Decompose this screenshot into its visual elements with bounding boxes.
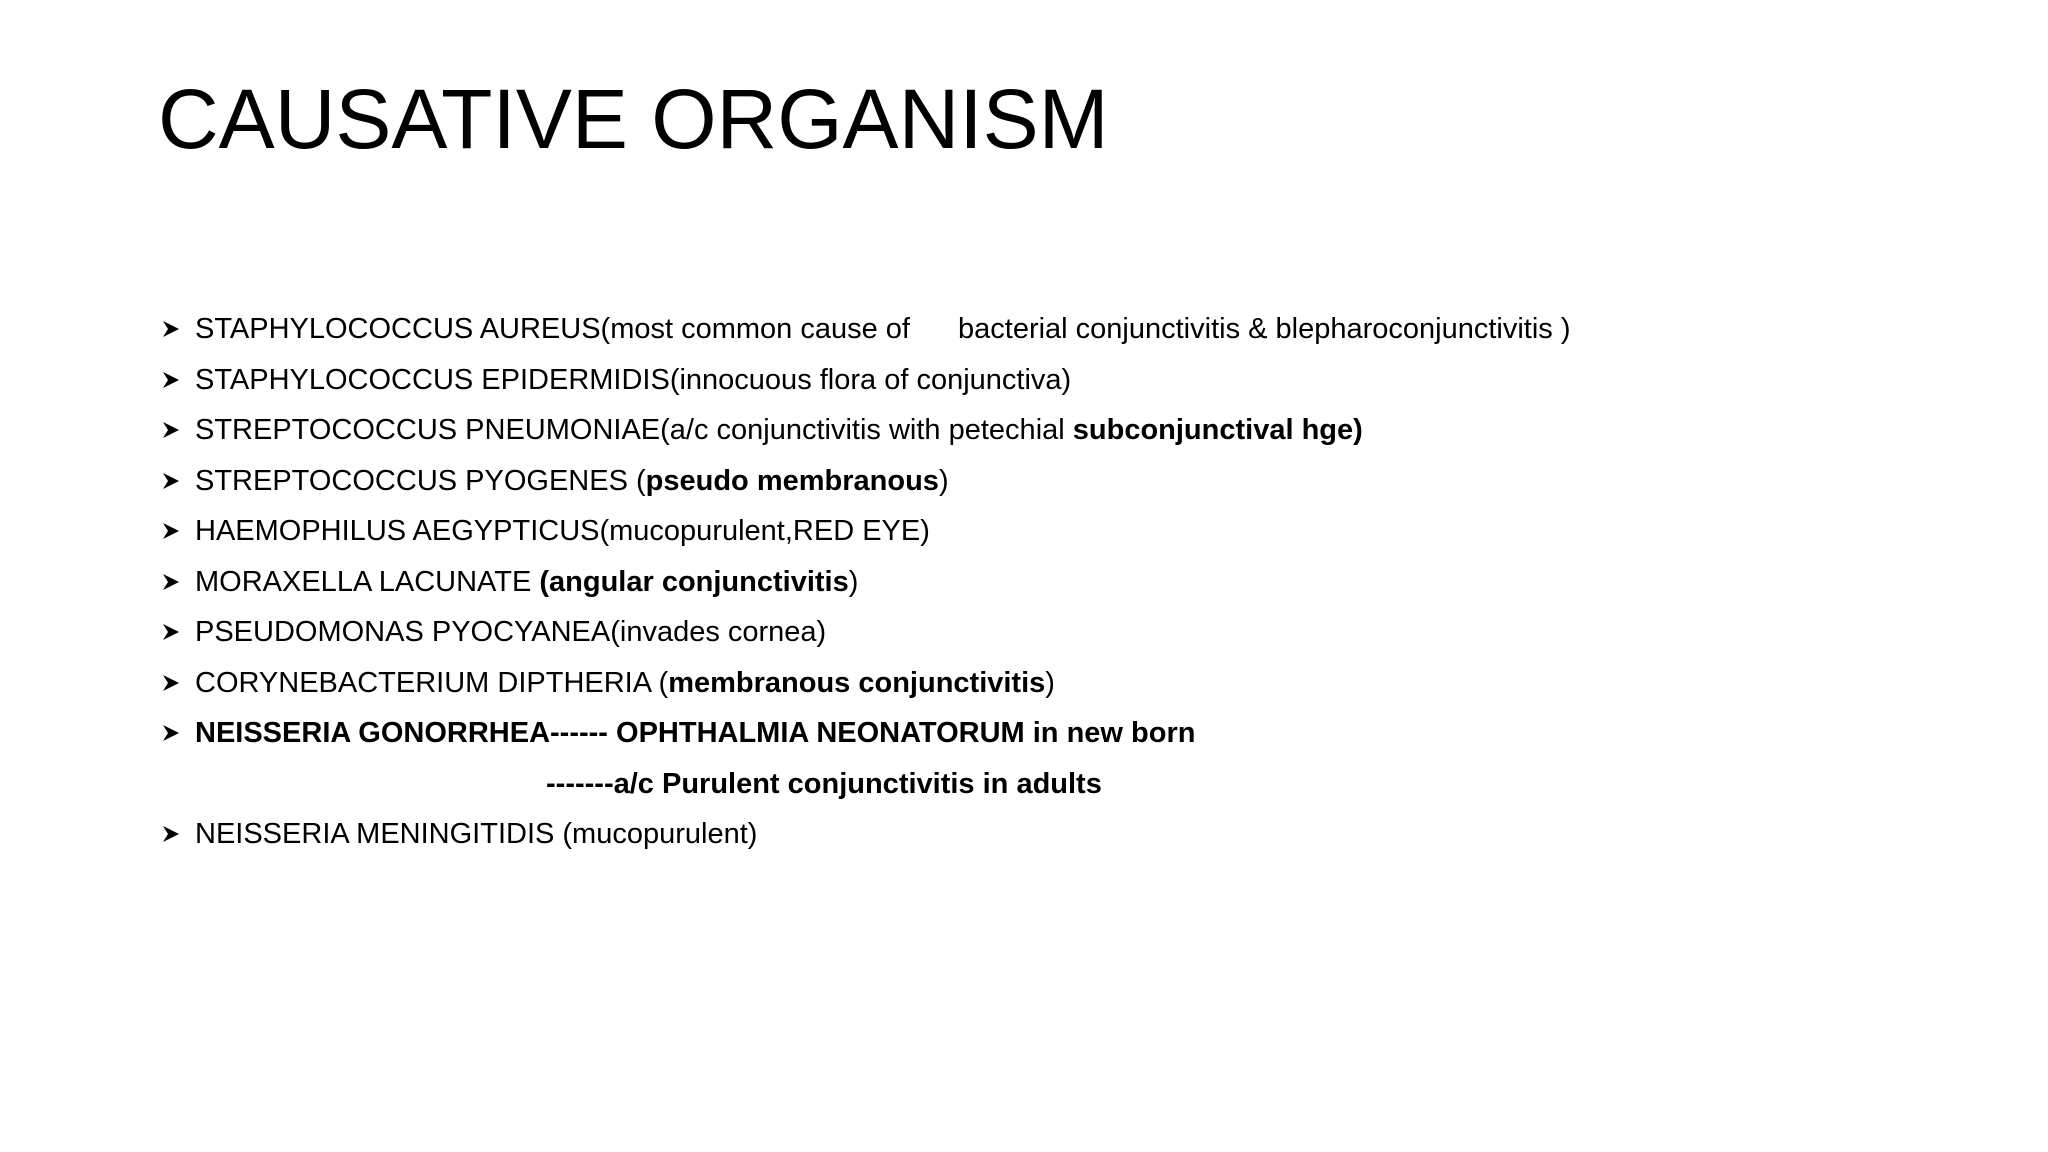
item-text-bold: membranous conjunctivitis	[668, 666, 1046, 699]
item-text-bold: NEISSERIA GONORRHEA------ OPHTHALMIA NEONATORUM in new born	[195, 717, 1196, 749]
item-text: PSEUDOMONAS PYOCYANEA(invades cornea)	[195, 616, 827, 648]
list-item-strep-pyogenes	[158, 456, 1571, 507]
item-text-continued: bacterial conjunctivitis & blepharoconjunctivitis )	[958, 313, 1571, 345]
list-item-moraxella	[158, 557, 1571, 608]
list-item-corynebacterium	[158, 658, 1571, 709]
list-item-staph-epidermidis	[158, 355, 1571, 406]
item-text: MORAXELLA LACUNATE	[195, 565, 540, 598]
item-text-end: )	[1045, 666, 1055, 699]
item-text-end: )	[848, 565, 859, 598]
arrowhead-bullet-icon	[160, 355, 182, 406]
item-text-bold: (angular conjunctivitis	[539, 565, 849, 598]
item-text: STREPTOCOCCUS PYOGENES (	[195, 464, 646, 497]
arrowhead-bullet-icon	[160, 607, 182, 658]
item-text: STAPHYLOCOCCUS AUREUS(most common cause of	[195, 313, 910, 345]
item-text-bold: subconjunctival hge)	[1072, 414, 1363, 446]
arrowhead-bullet-icon	[160, 506, 182, 557]
arrowhead-bullet-icon	[160, 658, 182, 709]
list-item-neisseria-gonorrhea	[158, 708, 1571, 759]
item-text: STREPTOCOCCUS PNEUMONIAE(a/c conjunctivitis with petechial	[195, 414, 1073, 446]
arrowhead-bullet-icon	[160, 405, 182, 456]
arrowhead-bullet-icon	[160, 304, 182, 355]
arrowhead-bullet-icon	[160, 708, 182, 759]
item-text: HAEMOPHILUS AEGYPTICUS(mucopurulent,RED EYE)	[195, 515, 930, 547]
arrowhead-bullet-icon	[160, 809, 182, 860]
list-item-pseudomonas	[158, 607, 1571, 658]
item-text-bold: pseudo membranous	[645, 464, 939, 497]
arrowhead-bullet-icon	[160, 456, 182, 507]
arrowhead-bullet-icon	[160, 557, 182, 608]
organism-list	[158, 304, 1571, 860]
list-item-staph-aureus	[158, 304, 1571, 355]
slide-title: CAUSATIVE ORGANISM	[158, 72, 1109, 166]
item-text: STAPHYLOCOCCUS EPIDERMIDIS(innocuous flora of conjunctiva)	[195, 363, 1072, 396]
item-text: NEISSERIA MENINGITIDIS (mucopurulent)	[195, 818, 758, 850]
item-text: CORYNEBACTERIUM DIPTHERIA (	[195, 666, 669, 699]
list-item-neisseria-meningitidis	[158, 809, 1571, 860]
list-item-strep-pneumoniae	[158, 405, 1571, 456]
list-item-continuation: -------a/c Purulent conjunctivitis in adults	[546, 767, 1102, 800]
item-text-end: )	[938, 464, 949, 497]
list-item-haemophilus	[158, 506, 1571, 557]
